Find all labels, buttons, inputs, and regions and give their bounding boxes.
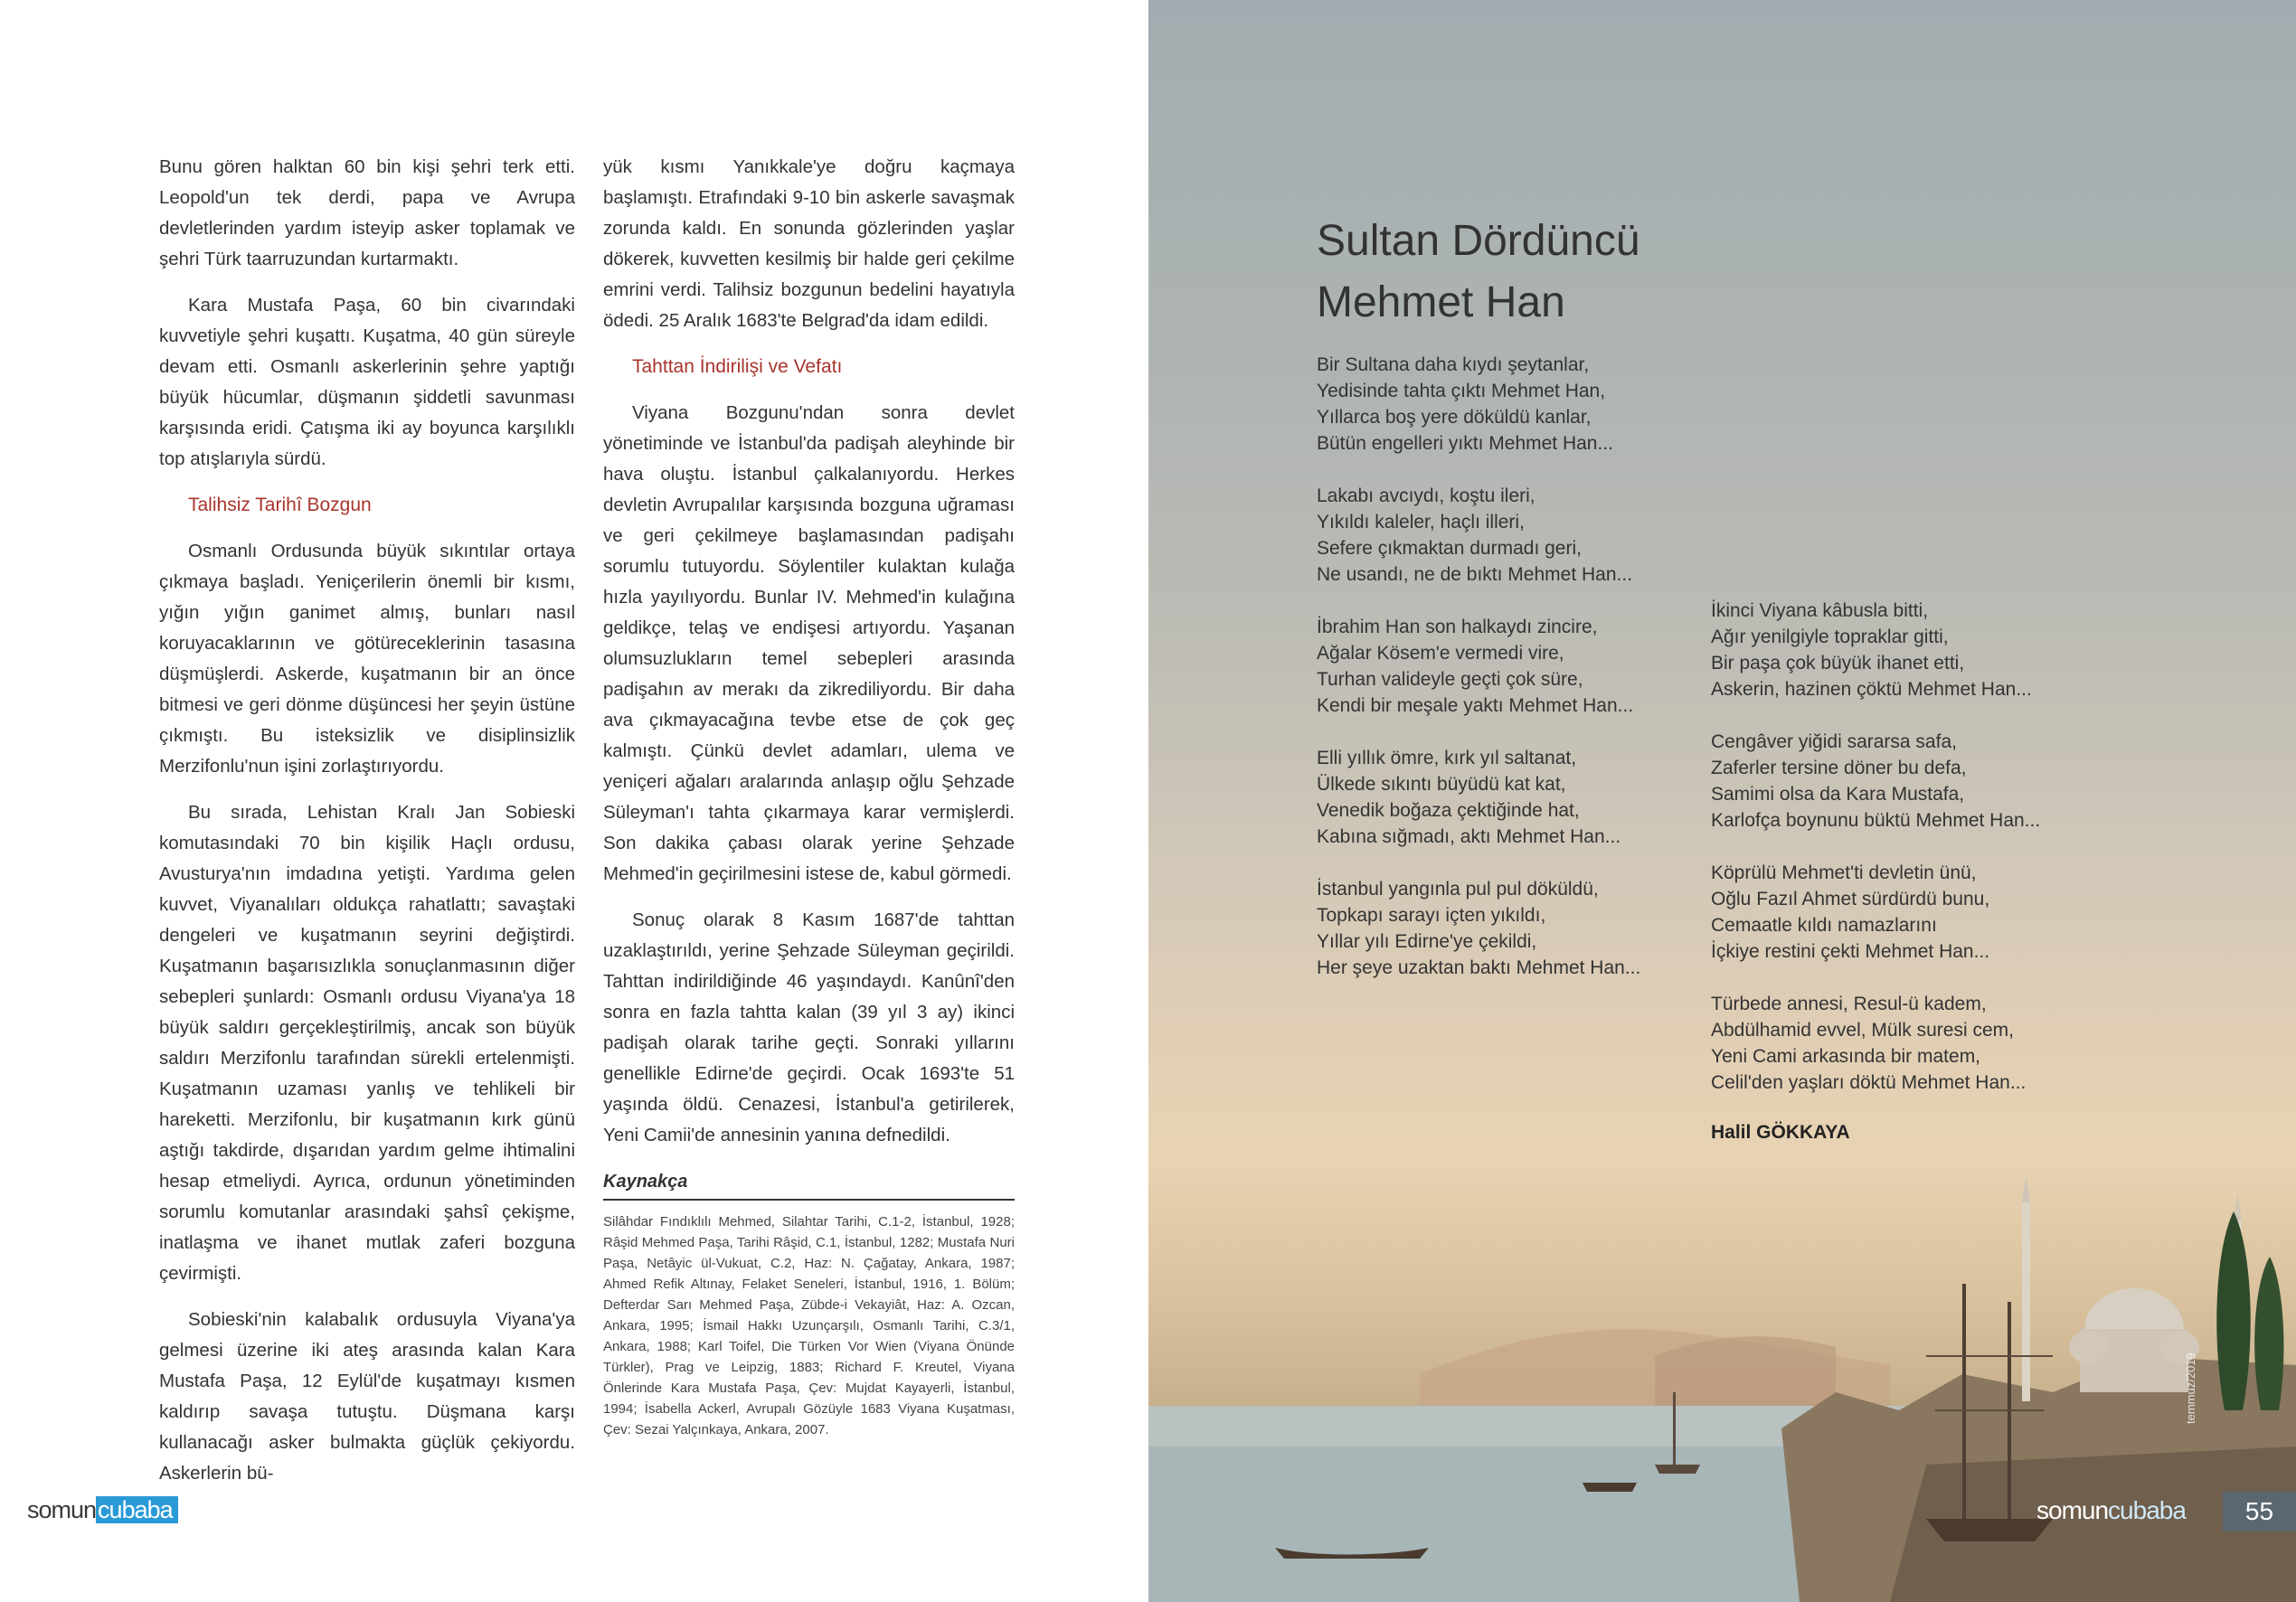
verse-line: Venedik boğaza çektiğinde hat,	[1317, 800, 1580, 821]
verse-line: Kendi bir meşale yaktı Mehmet Han...	[1317, 695, 1634, 716]
right-page	[1148, 0, 2296, 1602]
stanza	[1711, 860, 2040, 965]
verse-line: Lakabı avcıydı, koştu ileri,	[1317, 485, 1535, 506]
stanza	[1711, 729, 2040, 834]
section-heading: Tahttan İndirilişi ve Vefatı	[632, 356, 843, 377]
text-column-2	[603, 152, 1015, 1440]
paragraph: Sobieski'nin kalabalık ordusuyla Viyana'ya gelmesi üzerine iki ateş arasında kalan Kara Mustafa Paşa, 12 Eylül'de kuşatmayı kısmen kaldırıp savaşa tutuştu. Düşmana karşı kullanacağı asker bulmakta güçlük çekiyordu. Askerlerin bü-	[159, 1309, 575, 1484]
verse-line: İkinci Viyana kâbusla bitti,	[1711, 600, 1929, 621]
verse-line: Yeni Cami arkasında bir matem,	[1711, 1046, 1981, 1067]
verse-line: Celil'den yaşları döktü Mehmet Han...	[1711, 1072, 2027, 1093]
stanza	[1317, 876, 1640, 981]
verse-line: Zaferler tersine döner bu defa,	[1711, 758, 1967, 778]
stanza	[1711, 991, 2040, 1096]
section-heading: Talihsiz Tarihî Bozgun	[188, 495, 372, 515]
magazine-logo	[27, 1496, 178, 1524]
verse-line: Ağalar Kösem'e vermedi vire,	[1317, 643, 1564, 664]
verse-line: Yedisinde tahta çıktı Mehmet Han,	[1317, 381, 1606, 401]
verse-line: Türbede annesi, Resul-ü kadem,	[1711, 994, 1987, 1014]
references-text: Silâhdar Fındıklılı Mehmed, Silahtar Tarihi, C.1-2, İstanbul, 1928; Râşid Mehmed Paşa, Tarihi Râşid, C.1, İstanbul, 1282; Mustafa Nuri Paşa, Netâyic ül-Vukuat, C.2, Haz: N. Çağatay, Ankara, 1987; Ahmed Refik Altınay, Felaket Seneleri, İstanbul, 1916, 1. Bölüm; Defterdar Sarı Mehmed Paşa, Zübde-i Vekayiât, Haz: A. Ozcan, Ankara, 1995; İsmail Hakkı Uzunçarşılı, Osmanlı Tarihi, C.3/1, Ankara, 1988; Karl Toifel, Die Türken Vor Wien (Viyana Önünde Türkler), Prag ve Leipzig, 1883; Richard F. Kreutel, Viyana Önlerinde Kara Mustafa Paşa, Çev: Mujdat Kayayerli, İstanbul, 1994; İsabella Ackerl, Avrupalı Gözüyle 1683 Viyana Kuşatması, Çev: Sezai Yalçınkaya, Ankara, 2007.	[603, 1214, 1015, 1437]
logo-part-2: cubaba	[96, 1496, 178, 1523]
poem-column-2	[1711, 598, 2040, 1144]
verse-line: Askerin, hazinen çöktü Mehmet Han...	[1711, 679, 2032, 700]
verse-line: İstanbul yangınla pul pul döküldü,	[1317, 879, 1599, 900]
verse-line: Turhan valideyle geçti çok süre,	[1317, 669, 1583, 690]
verse-line: İçkiye restini çekti Mehmet Han...	[1711, 941, 1990, 962]
verse-line: İbrahim Han son halkaydı zincire,	[1317, 617, 1598, 637]
verse-line: Yıllar yılı Edirne'ye çekildi,	[1317, 931, 1537, 952]
verse-line: Köprülü Mehmet'ti devletin ünü,	[1711, 862, 1977, 883]
verse-line: Oğlu Fazıl Ahmet sürdürdü bunu,	[1711, 889, 1990, 909]
poem-title-line-2: Mehmet Han	[1317, 278, 1565, 326]
verse-line: Cemaatle kıldı namazlarını	[1711, 915, 1937, 936]
logo-part-1: somun	[2036, 1496, 2109, 1524]
verse-line: Abdülhamid evvel, Mülk suresi cem,	[1711, 1020, 2014, 1041]
poem-title-line-1: Sultan Dördüncü	[1317, 217, 1640, 265]
verse-line: Cengâver yiğidi sararsa safa,	[1711, 731, 1957, 752]
stanza	[1317, 614, 1640, 719]
verse-line: Karlofça boynunu büktü Mehmet Han...	[1711, 810, 2041, 831]
paragraph: Kara Mustafa Paşa, 60 bin civarındaki kuvvetiyle şehri kuşattı. Kuşatma, 40 gün süreyle devam etti. Osmanlı askerlerinin şehre yaptığı büyük hücumlar, düşmanın şiddetli savunması karşısında eridi. Çatışma iki ay boyunca karşılıklı top atışlarıyla sürdü.	[159, 295, 575, 469]
text-column-1	[159, 152, 575, 1504]
page-number: 55	[2223, 1492, 2296, 1531]
magazine-logo	[2036, 1496, 2186, 1525]
stanza	[1317, 483, 1640, 588]
verse-line: Yıllarca boş yere döküldü kanlar,	[1317, 407, 1592, 428]
poem-column-1	[1317, 352, 1640, 1007]
paragraph: Osmanlı Ordusunda büyük sıkıntılar ortaya çıkmaya başladı. Yeniçerilerin önemli bir kısmı, yığın yığın ganimet almış, bunları nasıl koruyacaklarının ve götüreceklerinin tasasına düşmüşlerdi. Askerde, kuşatmanın bir an önce bitmesi ve geri dönme düşüncesi her şeyin üstüne çıkmıştı. Bu isteksizlik ve disiplinsizlik Merzifonlu'nun işini zorlaştırıyordu.	[159, 541, 575, 777]
verse-line: Ne usandı, ne de bıktı Mehmet Han...	[1317, 564, 1633, 585]
poem-title	[1317, 211, 1640, 334]
verse-line: Ülkede sıkıntı büyüdü kat kat,	[1317, 774, 1566, 795]
paragraph: Bu sırada, Lehistan Kralı Jan Sobieski komutasındaki 70 bin kişilik Haçlı ordusu, Avusturya'nın imdadına yetişti. Yardıma gelen kuvvet, Viyanalıları oldukça rahatlattı; savaştaki dengeleri ve kuşatmanın seyrini değiştirdi. Kuşatmanın başarısızlıkla sonuçlanmasının diğer sebepleri şunlardı: Osmanlı ordusu Viyana'ya 18 büyük saldırı gerçekleştirilmiş, ancak son büyük saldırı Merzifonlu tarafından sürekli ertelenmişti. Kuşatmanın uzaması yanlış ve tehlikeli bir hareketti. Merzifonlu, bir kuşatmanın kırk günü aştığı takdirde, dışarıdan yardım gelme ihtimalini hesap etmeliydi. Ayrıca, ordunun yönetiminden sorumlu komutanlar arasındaki şahsî çekişme, inatlaşma ve ihanet mutlak zaferi bozguna çevirmişti.	[159, 802, 575, 1284]
verse-line: Sefere çıkmaktan durmadı geri,	[1317, 538, 1582, 559]
logo-part-2: cubaba	[2108, 1496, 2186, 1524]
references-title: Kaynakça	[603, 1166, 1015, 1201]
paragraph: yük kısmı Yanıkkale'ye doğru kaçmaya başlamıştı. Etrafındaki 9-10 bin askerle savaşmak zorunda kaldı. En sonunda gözlerinden yaşlar dökerek, kuvvetten kesilmiş bir halde geri çekilme emrini verdi. Talihsiz bozgunun bedelini hayatıyla ödedi. 25 Aralık 1683'te Belgrad'da idam edildi.	[603, 156, 1015, 331]
verse-line: Her şeye uzaktan baktı Mehmet Han...	[1317, 957, 1641, 978]
verse-line: Kabına sığmadı, aktı Mehmet Han...	[1317, 826, 1621, 847]
verse-line: Samimi olsa da Kara Mustafa,	[1711, 784, 1965, 805]
verse-line: Bütün engelleri yıktı Mehmet Han...	[1317, 433, 1613, 454]
verse-line: Topkapı sarayı içten yıkıldı,	[1317, 905, 1546, 926]
verse-line: Yıkıldı kaleler, haçlı illeri,	[1317, 512, 1525, 532]
stanza	[1711, 598, 2040, 702]
verse-line: Elli yıllık ömre, kırk yıl saltanat,	[1317, 748, 1577, 768]
stanza	[1317, 745, 1640, 850]
paragraph: Viyana Bozgunu'ndan sonra devlet yönetiminde ve İstanbul'da padişah aleyhinde bir hava oluştu. İstanbul çalkalanıyordu. Herkes devletin Avrupalılar karşısında bozguna uğraması ve geri çekilmeye başlamasından padişahı sorumlu tutuyordu. Söylentiler kulaktan kulağa hızla yayılıyordu. Bunlar IV. Mehmed'in kulağına geldikçe, telaş ve endişesi artıyordu. Yaşanan olumsuzlukların temel sebepleri arasında padişahın av merakı da zikrediliyordu. Bir daha ava çıkmayacağına tevbe etse de çok geç kalmıştı. Çünkü devlet adamları, ulema ve yeniçeri ağaları aralarında anlaşıp oğlu Şehzade Süleyman'ı tahta çıkarmaya karar vermişlerdi. Son dakika çabası olarak yerine Şehzade Mehmed'in geçirilmesini istese de, kabul görmedi.	[603, 402, 1015, 884]
verse-line: Ağır yenilgiyle topraklar gitti,	[1711, 627, 1949, 647]
issue-label: temmuz/2019	[2184, 1352, 2197, 1424]
paragraph: Sonuç olarak 8 Kasım 1687'de tahttan uzaklaştırıldı, yerine Şehzade Süleyman geçirildi. Tahttan indirildiğinde 46 yaşındaydı. Kanûnî'den sonra en fazla tahtta kalan (39 yıl 3 ay) ikinci padişah olarak tarihe geçti. Sonraki yıllarını genellikle Edirne'de geçirdi. Ocak 1693'te 51 yaşında öldü. Cenazesi, İstanbul'a getirilerek, Yeni Camii'de annesinin yanına defnedildi.	[603, 909, 1015, 1145]
paragraph: Bunu gören halktan 60 bin kişi şehri terk etti. Leopold'un tek derdi, papa ve Avrupa devletlerinden yardım isteyip asker toplamak ve şehri Türk taarruzundan kurtarmaktı.	[159, 156, 575, 269]
logo-part-1: somun	[27, 1496, 97, 1523]
stanza	[1317, 352, 1640, 457]
verse-line: Bir paşa çok büyük ihanet etti,	[1711, 653, 1965, 674]
poem-author: Halil GÖKKAYA	[1711, 1122, 1850, 1143]
verse-line: Bir Sultana daha kıydı şeytanlar,	[1317, 354, 1590, 375]
